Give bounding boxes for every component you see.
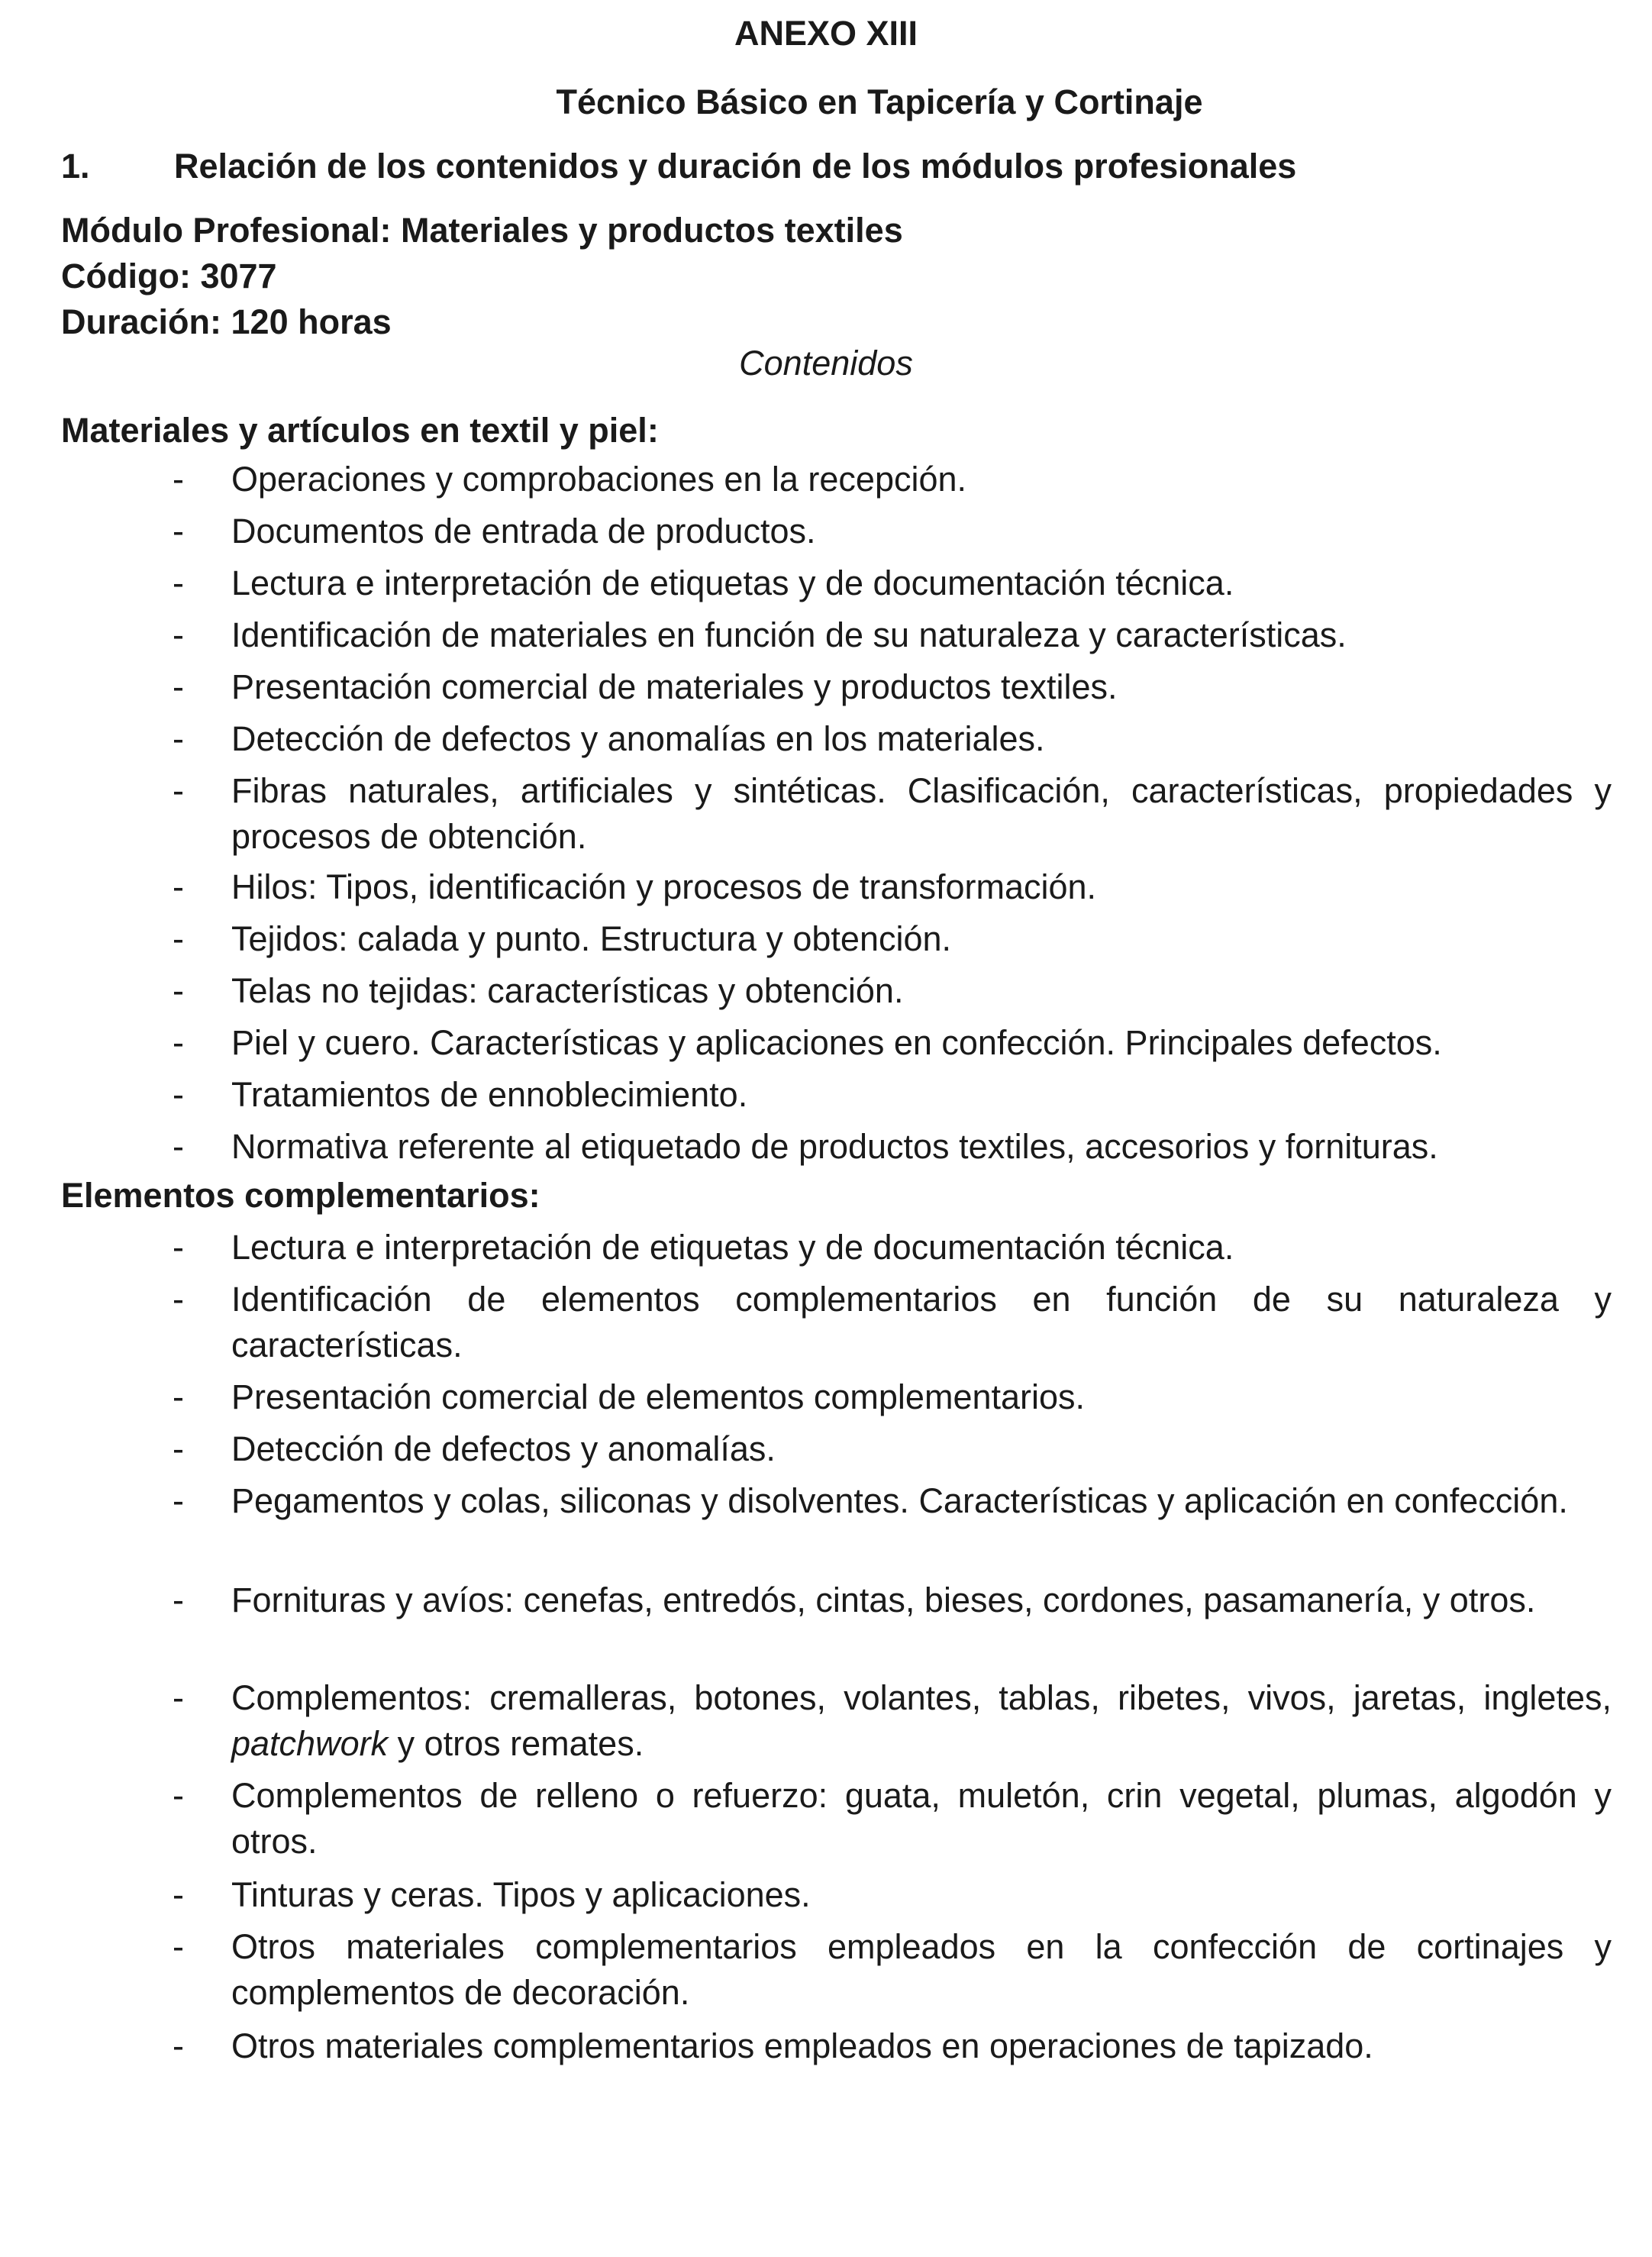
annex-title: ANEXO XIII <box>734 14 918 53</box>
list-item: Documentos de entrada de productos. <box>231 512 816 551</box>
module-code: Código: 3077 <box>61 257 277 295</box>
bullet-dash: - <box>173 1875 184 1914</box>
list-item: Detección de defectos y anomalías en los materiales. <box>231 719 1045 758</box>
bullet-dash: - <box>173 867 184 906</box>
section-title-elementos: Elementos complementarios: <box>61 1176 540 1215</box>
list-item: Identificación de materiales en función de su naturaleza y características. <box>231 615 1347 654</box>
bullet-dash: - <box>173 919 184 958</box>
bullet-dash: - <box>173 1228 184 1267</box>
list-item: Operaciones y comprobaciones en la recepción. <box>231 460 967 499</box>
list-item: Complementos de relleno o refuerzo: guata, muletón, crin vegetal, plumas, algodón y otros. <box>231 1776 1612 1861</box>
bullet-dash: - <box>173 615 184 654</box>
list-item: Identificación de elementos complementarios en función de su naturaleza y características. <box>231 1280 1612 1364</box>
list-item: Normativa referente al etiquetado de productos textiles, accesorios y fornituras. <box>231 1127 1438 1166</box>
list-item: Fibras naturales, artificiales y sintéticas. Clasificación, características, propiedades y procesos de obtención. <box>231 771 1612 856</box>
bullet-dash: - <box>173 667 184 706</box>
list-item: Lectura e interpretación de etiquetas y de documentación técnica. <box>231 1228 1234 1267</box>
list-item: Lectura e interpretación de etiquetas y de documentación técnica. <box>231 563 1234 602</box>
module-duration: Duración: 120 horas <box>61 302 392 341</box>
bullet-dash: - <box>173 1927 184 1966</box>
bullet-dash: - <box>173 1481 184 1520</box>
list-item: Hilos: Tipos, identificación y procesos de transformación. <box>231 867 1097 906</box>
bullet-dash: - <box>173 771 184 810</box>
list-item: Complementos: cremalleras, botones, volantes, tablas, ribetes, vivos, jaretas, ingletes, patchwork y otros remates. <box>231 1678 1612 1763</box>
program-title: Técnico Básico en Tapicería y Cortinaje <box>556 82 1203 121</box>
bullet-dash: - <box>173 1127 184 1166</box>
bullet-dash: - <box>173 1678 184 1717</box>
bullet-dash: - <box>173 563 184 602</box>
bullet-dash: - <box>173 719 184 758</box>
list-item: Presentación comercial de materiales y productos textiles. <box>231 667 1118 706</box>
list-item: Otros materiales complementarios empleados en la confección de cortinajes y complementos de decoración. <box>231 1927 1612 2012</box>
bullet-dash: - <box>173 1581 184 1619</box>
bullet-dash: - <box>173 1776 184 1815</box>
list-item: Tinturas y ceras. Tipos y aplicaciones. <box>231 1875 811 1914</box>
bullet-dash: - <box>173 460 184 499</box>
bullet-dash: - <box>173 1377 184 1416</box>
list-item: Otros materiales complementarios empleados en operaciones de tapizado. <box>231 2026 1373 2065</box>
bullet-dash: - <box>173 512 184 551</box>
bullet-dash: - <box>173 1280 184 1319</box>
heading-text: Relación de los contenidos y duración de los módulos profesionales <box>174 147 1297 186</box>
bullet-dash: - <box>173 2026 184 2065</box>
list-item: Tratamientos de ennoblecimiento. <box>231 1075 748 1114</box>
list-item: Presentación comercial de elementos complementarios. <box>231 1377 1086 1416</box>
list-item: Tejidos: calada y punto. Estructura y obtención. <box>231 919 952 958</box>
list-item: Pegamentos y colas, siliconas y disolventes. Características y aplicación en confección. <box>231 1481 1568 1520</box>
list-item: Piel y cuero. Características y aplicaciones en confección. Principales defectos. <box>231 1023 1442 1062</box>
bullet-dash: - <box>173 1429 184 1468</box>
contents-label: Contenidos <box>739 344 913 383</box>
bullet-dash: - <box>173 1023 184 1062</box>
section-title-materiales: Materiales y artículos en textil y piel: <box>61 411 659 450</box>
module-name: Módulo Profesional: Materiales y productos textiles <box>61 211 903 250</box>
italic-term: patchwork <box>231 1724 389 1763</box>
bullet-dash: - <box>173 1075 184 1114</box>
list-item: Fornituras y avíos: cenefas, entredós, cintas, bieses, cordones, pasamanería, y otros. <box>231 1581 1536 1619</box>
list-item: Detección de defectos y anomalías. <box>231 1429 776 1468</box>
bullet-dash: - <box>173 971 184 1010</box>
list-item: Telas no tejidas: características y obtención. <box>231 971 904 1010</box>
heading-number: 1. <box>61 147 90 186</box>
